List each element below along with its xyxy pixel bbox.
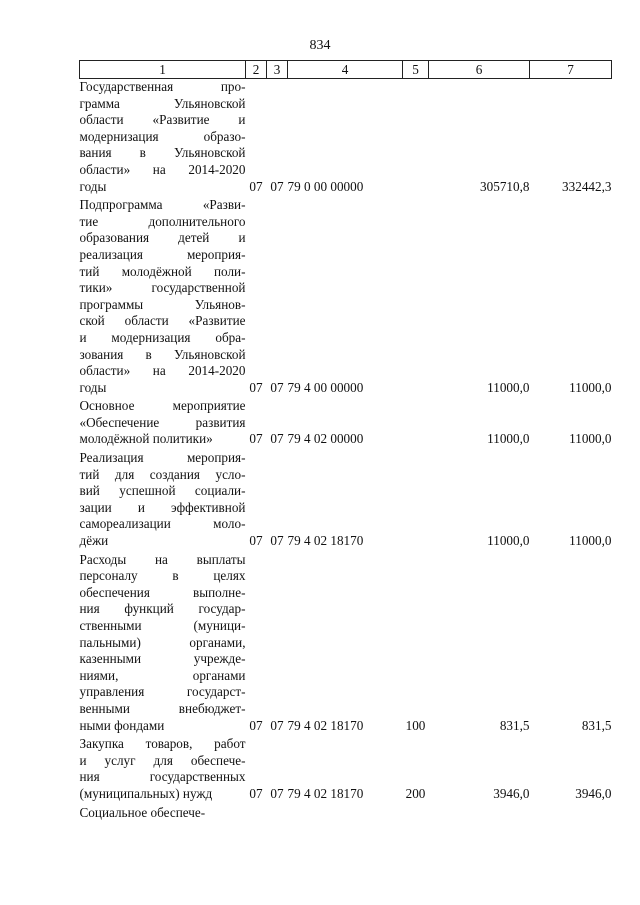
row-name-line: Расходы на выплаты [79,551,246,567]
target-item-code: 79 4 02 18170 [287,785,364,801]
amount-year-1: 831,5 [499,717,530,733]
row-name-line: годы [79,178,107,194]
row-name [80,450,246,552]
row-name-line: «Обеспечение развития [79,414,246,430]
amount-year-2: 11000,0 [569,431,612,447]
column-header: 2 [246,61,267,79]
column-header: 3 [267,61,288,79]
column-header: 5 [403,61,429,79]
row-name-line: самореализации моло- [79,516,246,532]
amount-year-1: 3946,0 [493,785,530,801]
row-name-line: ния государственных [79,769,246,785]
subsection-code: 07 [270,431,284,447]
subsection-code: 07 [270,178,284,194]
budget-table [79,60,612,823]
row-name-line: ственными (муници- [79,618,246,633]
row-name-line: годы [79,379,107,395]
row-name [80,79,246,198]
amount-year-1: 11000,0 [487,379,530,395]
table-row [80,736,612,804]
target-item-code: 79 4 02 00000 [287,431,364,447]
table-row [80,552,612,737]
row-name-line: грамма Ульяновской [79,95,246,111]
row-name-line: ской области «Развитие [79,313,246,329]
row-name-line: тий для создания усло- [79,466,246,482]
row-name-line: области» на 2014-2020 [79,363,246,379]
target-item-code [288,805,403,824]
row-name-line: (муниципальных) нужд [79,785,213,801]
table-row [80,79,612,198]
row-name [80,736,246,804]
row-name-line: молодёжной политики» [79,431,213,447]
row-name-line: и услуг для обеспече- [79,752,246,768]
section-code: 07 [249,178,263,194]
expense-type-code: 100 [405,717,426,733]
row-name [80,398,246,450]
row-name-line: ными фондами [79,717,165,733]
section-code: 07 [249,533,263,549]
amount-year-1: 11000,0 [487,533,530,549]
column-header: 1 [80,61,246,79]
row-name-line: управления государст- [79,684,246,700]
subsection-code: 07 [270,379,284,395]
section-code [246,805,267,824]
target-item-code: 79 4 00 00000 [287,379,364,395]
section-code: 07 [249,431,263,447]
amount-year-2: 11000,0 [569,533,612,549]
row-name-line: Социальное обеспече- [79,804,206,820]
row-name-line: Реализация мероприя- [79,450,246,466]
section-code: 07 [249,717,263,733]
subsection-code: 07 [270,717,284,733]
subsection-code [267,805,288,824]
row-name-line: ниями, органами [79,667,246,683]
amount-year-2: 332442,3 [562,178,612,194]
table-header-row [80,61,612,79]
expense-type-code [403,805,429,824]
table-row [80,197,612,398]
subsection-code: 07 [270,533,284,549]
column-header: 7 [530,61,612,79]
expense-type-code [403,197,429,398]
row-name-line: зования в Ульяновской [79,346,246,362]
row-name-line: Закупка товаров, работ [79,736,246,752]
row-name-line: дёжи [79,533,109,549]
table-row [80,805,612,824]
row-name-line: Основное мероприятие [79,398,246,414]
row-name-line: реализация мероприя- [79,246,246,262]
column-header: 4 [288,61,403,79]
page-number: 834 [309,38,331,53]
row-name [80,805,246,824]
amount-year-2: 831,5 [581,717,612,733]
table-row [80,398,612,450]
target-item-code: 79 4 02 18170 [287,533,364,549]
row-name-line: тие дополнительного [79,213,246,229]
row-name-line: области» на 2014-2020 [79,161,246,177]
row-name-line: казенными учрежде- [79,651,246,667]
row-name-line: области «Развитие и [79,112,246,128]
row-name-line: зации и эффективной [79,499,246,515]
amount-year-2 [530,805,612,824]
target-item-code: 79 4 02 18170 [287,717,364,733]
row-name-line: венными внебюджет- [79,700,246,716]
table-body [80,79,612,824]
amount-year-1: 11000,0 [487,431,530,447]
row-name-line: модернизация образо- [79,128,246,144]
row-name-line: вания в Ульяновской [79,145,246,161]
column-header: 6 [429,61,530,79]
row-name-line: тики» государственной [79,280,246,296]
amount-year-1: 305710,8 [480,178,530,194]
amount-year-2: 3946,0 [575,785,612,801]
target-item-code: 79 0 00 00000 [287,178,364,194]
table-row [80,450,612,552]
row-name-line: обеспечения выполне- [79,584,246,600]
expense-type-code [403,450,429,552]
row-name-line: пальными) органами, [79,634,246,650]
row-name-line: персоналу в целях [79,568,246,584]
row-name-line: вий успешной социали- [79,483,246,499]
row-name-line: Подпрограмма «Разви- [79,197,246,213]
amount-year-1 [429,805,530,824]
row-name-line: Государственная про- [79,79,246,94]
expense-type-code [403,79,429,198]
expense-type-code: 200 [405,785,426,801]
amount-year-2: 11000,0 [569,379,612,395]
row-name [80,197,246,398]
subsection-code: 07 [270,785,284,801]
row-name-line: образования детей и [79,230,246,246]
row-name [80,552,246,737]
row-name-line: и модернизация обра- [79,329,246,345]
row-name-line: программы Ульянов- [79,296,246,312]
section-code: 07 [249,379,263,395]
row-name-line: ния функций государ- [79,601,246,617]
section-code: 07 [249,785,263,801]
expense-type-code [403,398,429,450]
row-name-line: тий молодёжной поли- [79,263,246,279]
